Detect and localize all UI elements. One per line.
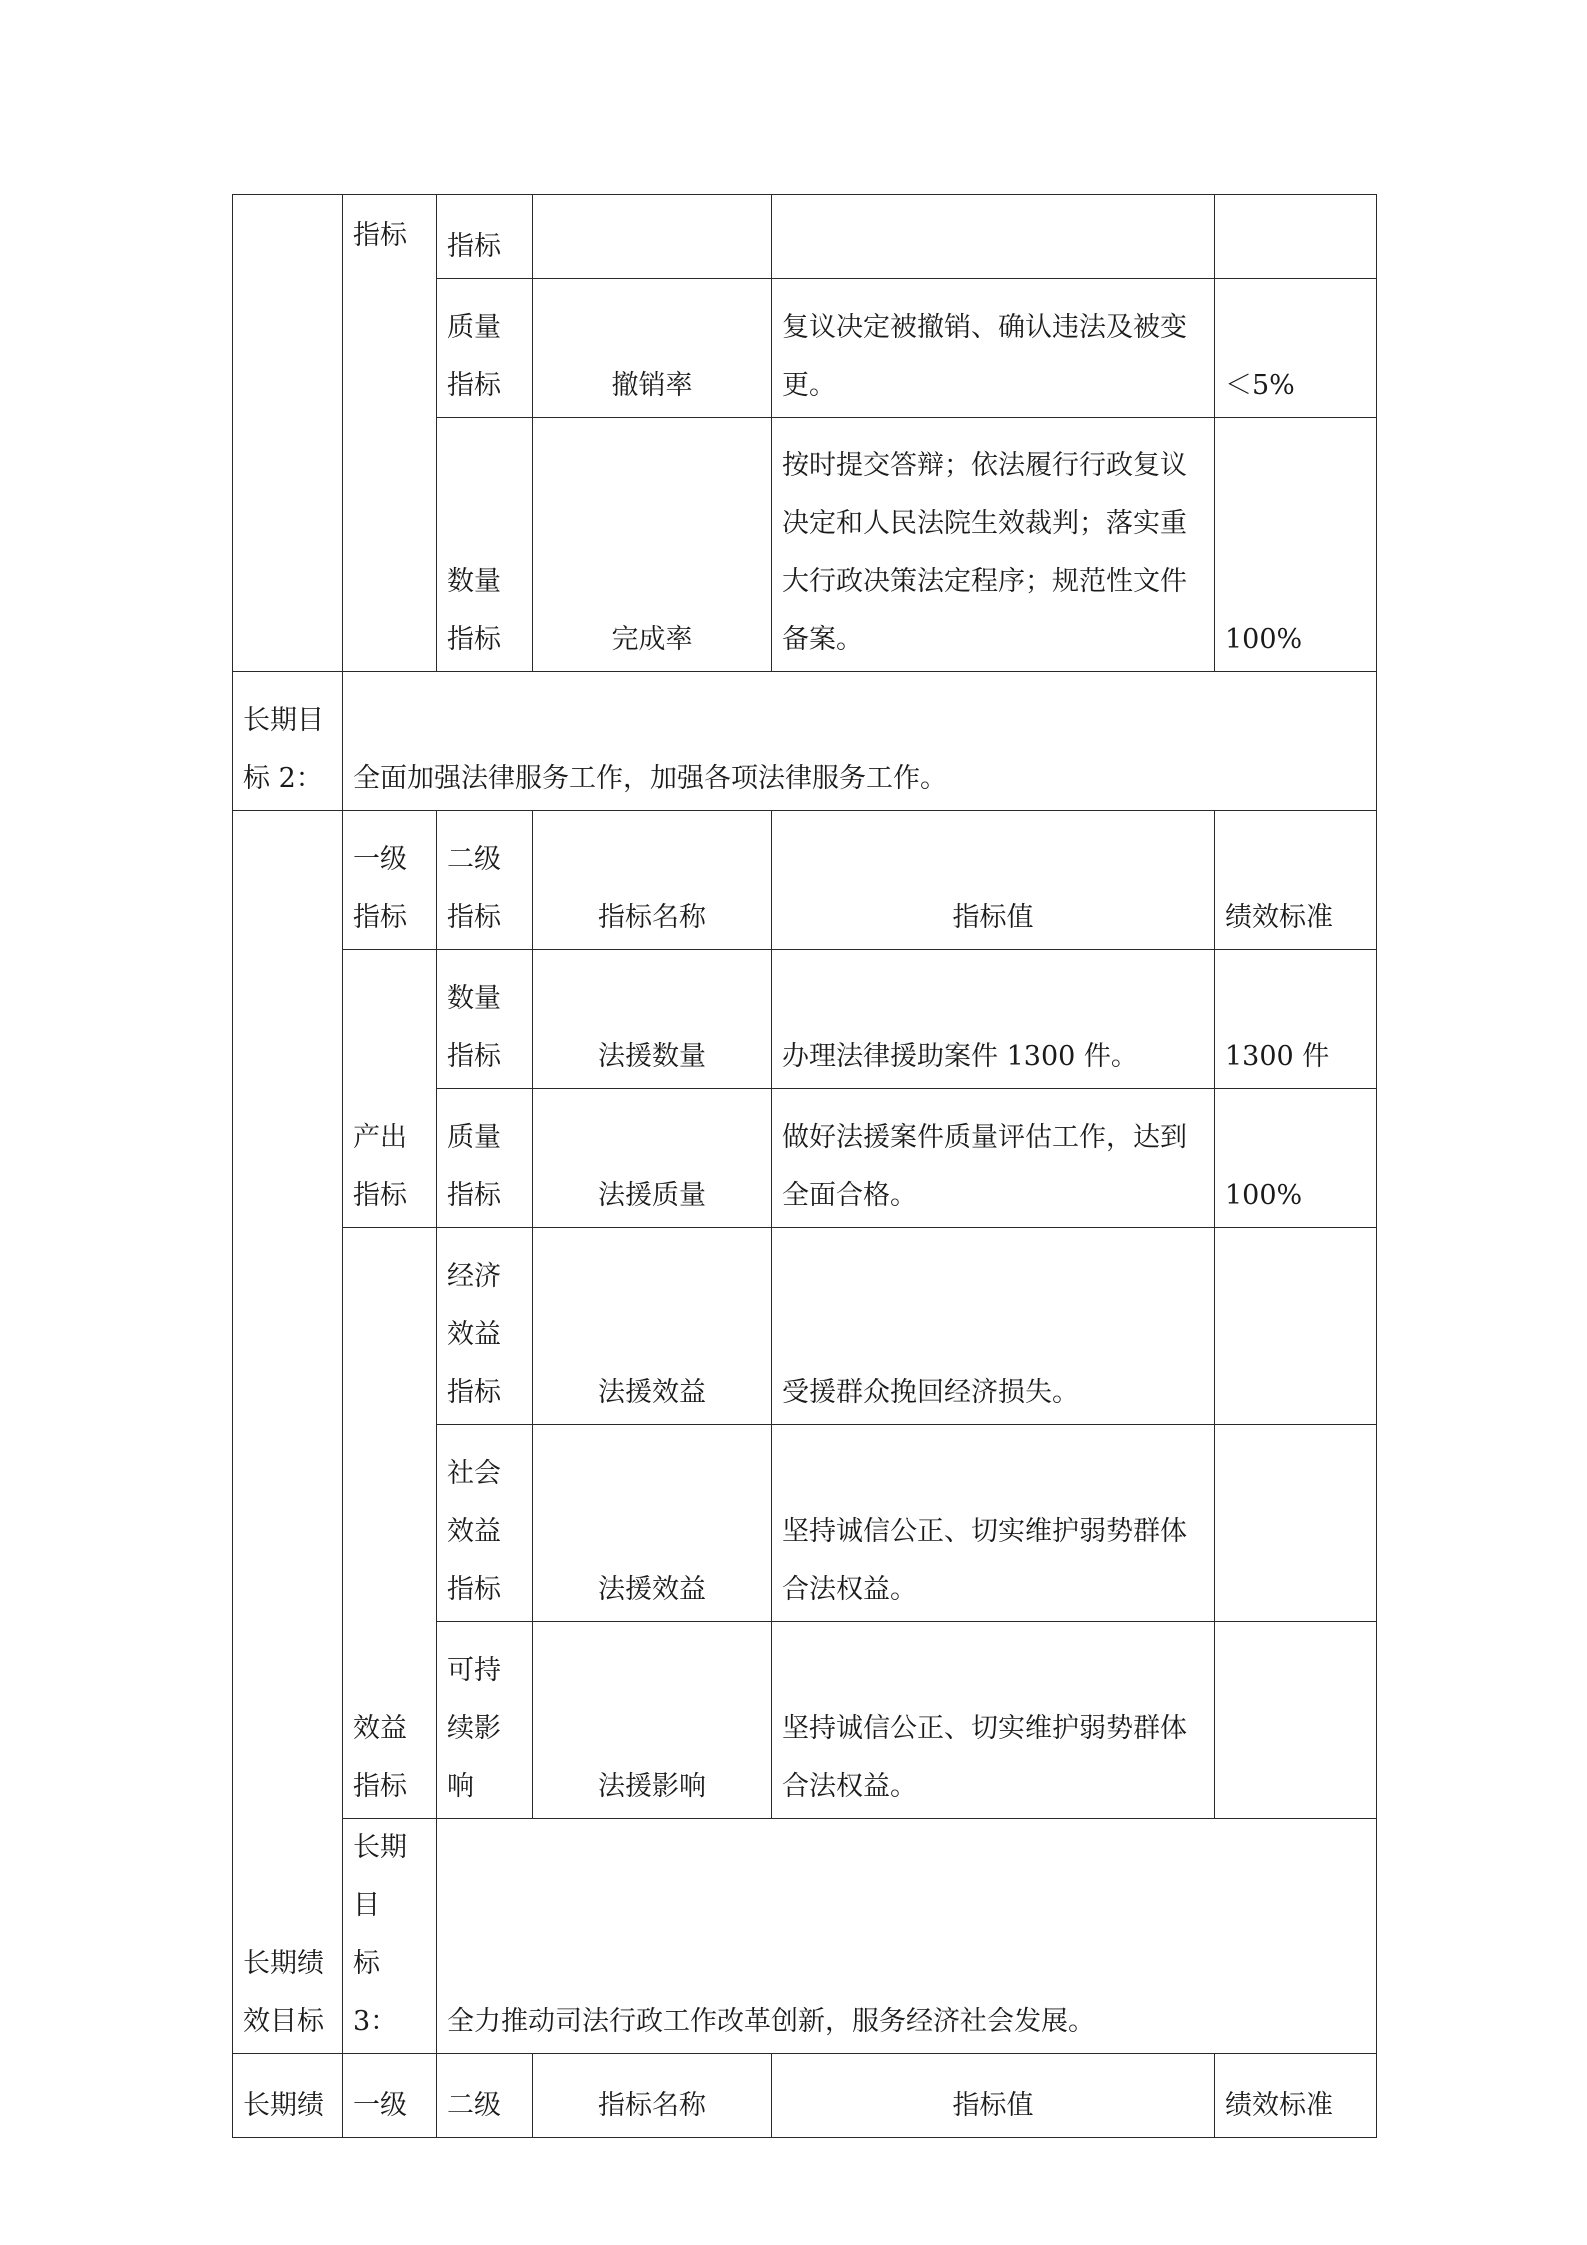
indicator-value-cell: 坚持诚信公正、切实维护弱势群体合法权益。: [772, 1425, 1215, 1622]
performance-table: [232, 194, 1377, 2138]
table-row: [233, 950, 1377, 1089]
indicator-value-cell: 办理法律援助案件 1300 件。: [772, 950, 1215, 1089]
indicator-name-cell: 撤销率: [533, 279, 772, 418]
level2-indicator-cell: 可持 续影 响: [437, 1622, 533, 1819]
long-term-goal-row: [233, 1819, 1377, 2054]
long-term-goal-row: [233, 672, 1377, 811]
goal-label: 长期目 标 2：: [233, 672, 343, 811]
performance-standard-cell: ＜5%: [1215, 279, 1377, 418]
indicator-value-cell: [772, 195, 1215, 279]
indicator-name-cell: [533, 195, 772, 279]
level2-indicator-cell: 数量 指标: [437, 418, 533, 672]
level2-indicator-cell: 数量 指标: [437, 950, 533, 1089]
indicator-value-cell: 按时提交答辩；依法履行行政复议决定和人民法院生效裁判；落实重大行政决策法定程序；规范性文件备案。: [772, 418, 1215, 672]
output-indicator-label: 产出 指标: [343, 950, 437, 1228]
goal-text: 全面加强法律服务工作，加强各项法律服务工作。: [343, 672, 1377, 811]
indicator-name-cell: 法援质量: [533, 1089, 772, 1228]
performance-standard-cell: [1215, 1425, 1377, 1622]
long-term-target-label: 长期绩: [233, 2054, 343, 2138]
header-indicator-value: 指标值: [772, 811, 1215, 950]
performance-standard-cell: 100%: [1215, 418, 1377, 672]
header-performance-standard: 绩效标准: [1215, 2054, 1377, 2138]
level1-indicator-cell: 指标: [343, 195, 437, 672]
header-indicator-name: 指标名称: [533, 811, 772, 950]
benefit-indicator-label: 效益 指标: [343, 1228, 437, 1819]
header-indicator-name: 指标名称: [533, 2054, 772, 2138]
header-performance-standard: 绩效标准: [1215, 811, 1377, 950]
long-term-target-label: 长期绩 效目标: [233, 811, 343, 2054]
performance-standard-cell: 100%: [1215, 1089, 1377, 1228]
goal-label: 长期目 标 3：: [343, 1819, 437, 2054]
indicator-name-cell: 完成率: [533, 418, 772, 672]
header-indicator-value: 指标值: [772, 2054, 1215, 2138]
header-level2: 二级 指标: [437, 811, 533, 950]
table-row: [233, 1228, 1377, 1425]
performance-standard-cell: [1215, 1228, 1377, 1425]
level2-indicator-cell: 质量 指标: [437, 279, 533, 418]
header-level1: 一级: [343, 2054, 437, 2138]
indicator-value-cell: 受援群众挽回经济损失。: [772, 1228, 1215, 1425]
performance-standard-cell: [1215, 195, 1377, 279]
indicator-name-cell: 法援效益: [533, 1228, 772, 1425]
header-level1: 一级 指标: [343, 811, 437, 950]
level2-indicator-cell: 质量 指标: [437, 1089, 533, 1228]
indicator-name-cell: 法援影响: [533, 1622, 772, 1819]
performance-standard-cell: [1215, 1622, 1377, 1819]
table-header-row: [233, 811, 1377, 950]
level2-indicator-cell: 指标: [437, 195, 533, 279]
header-level2: 二级: [437, 2054, 533, 2138]
empty-cell: [233, 195, 343, 672]
level2-indicator-cell: 经济 效益 指标: [437, 1228, 533, 1425]
indicator-value-cell: 复议决定被撤销、确认违法及被变更。: [772, 279, 1215, 418]
level2-indicator-cell: 社会 效益 指标: [437, 1425, 533, 1622]
indicator-value-cell: 做好法援案件质量评估工作，达到全面合格。: [772, 1089, 1215, 1228]
indicator-name-cell: 法援数量: [533, 950, 772, 1089]
indicator-name-cell: 法援效益: [533, 1425, 772, 1622]
performance-standard-cell: 1300 件: [1215, 950, 1377, 1089]
indicator-value-cell: 坚持诚信公正、切实维护弱势群体合法权益。: [772, 1622, 1215, 1819]
goal-text: 全力推动司法行政工作改革创新，服务经济社会发展。: [437, 1819, 1377, 2054]
table-header-row: [233, 2054, 1377, 2138]
table-row: [233, 195, 1377, 279]
